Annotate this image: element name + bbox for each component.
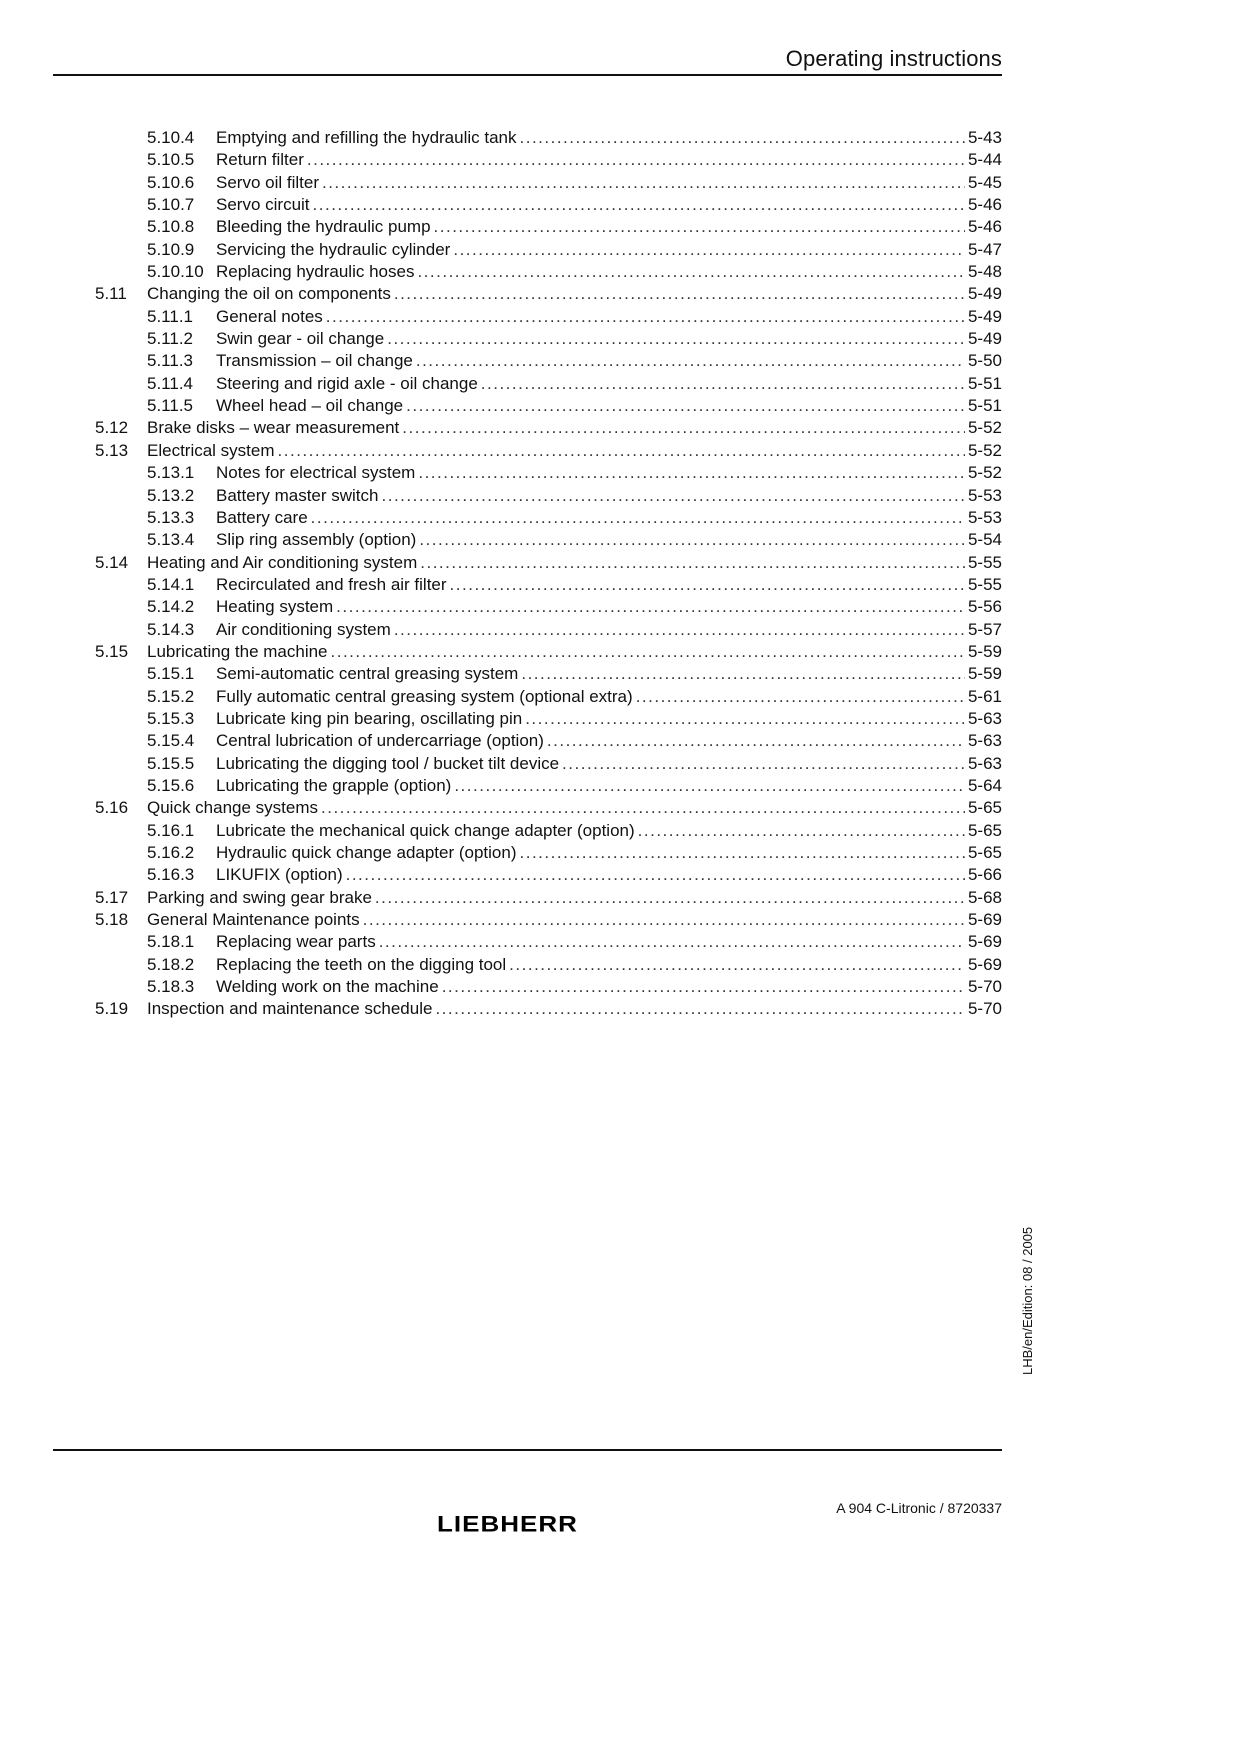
toc-entry-page: 5-43 (965, 127, 1002, 149)
toc-entry-line (147, 708, 1002, 730)
toc-dot-leader (525, 708, 965, 730)
toc-entry-line (147, 373, 1002, 395)
toc-entry-number: 5.19 (95, 999, 129, 1019)
toc-entry[interactable] (95, 239, 1002, 261)
footer-rule (53, 1449, 1002, 1451)
toc-entry-number: 5.10.8 (147, 216, 198, 238)
toc-entry-line (147, 529, 1002, 551)
toc-entry-title: Emptying and refilling the hydraulic tank (216, 127, 520, 149)
liebherr-logo: LIEBHERR (437, 1511, 578, 1537)
toc-entry-number: 5.11.4 (147, 373, 197, 395)
toc-entry-title: Swin gear - oil change (216, 328, 387, 350)
toc-entry-number: 5.11.2 (147, 328, 197, 350)
toc-entry-page: 5-51 (965, 395, 1002, 417)
toc-entry-number: 5.10.5 (147, 149, 198, 171)
toc-entry-page: 5-68 (965, 887, 1002, 909)
toc-dot-leader (278, 440, 965, 462)
toc-entry-page: 5-57 (965, 619, 1002, 641)
toc-entry-number: 5.18 (95, 910, 129, 930)
toc-entry[interactable] (95, 887, 1002, 909)
toc-entry-title: Parking and swing gear brake (147, 887, 375, 909)
toc-entry-page: 5-52 (965, 417, 1002, 439)
table-of-contents (95, 127, 1002, 1021)
toc-entry-number: 5.15.1 (147, 663, 198, 685)
toc-entry-line (147, 283, 1002, 305)
toc-entry-line (147, 686, 1002, 708)
toc-entry-page: 5-63 (965, 753, 1002, 775)
toc-entry[interactable] (95, 976, 1002, 998)
toc-dot-leader (435, 998, 965, 1020)
toc-entry-page: 5-45 (965, 172, 1002, 194)
toc-entry-number: 5.14.1 (147, 574, 198, 596)
header-rule (53, 74, 1002, 76)
toc-entry-title: Heating and Air conditioning system (147, 552, 420, 574)
document-id: A 904 C-Litronic / 8720337 (836, 1500, 1002, 1516)
toc-entry-page: 5-63 (965, 730, 1002, 752)
toc-entry-page: 5-59 (965, 641, 1002, 663)
toc-entry-page: 5-66 (965, 864, 1002, 886)
toc-entry[interactable] (95, 149, 1002, 171)
toc-dot-leader (379, 931, 965, 953)
toc-dot-leader (313, 194, 965, 216)
toc-entry-page: 5-61 (965, 686, 1002, 708)
toc-entry-number: 5.11.3 (147, 350, 197, 372)
toc-entry-number: 5.15.3 (147, 708, 198, 730)
toc-entry-line (147, 306, 1002, 328)
toc-entry-line (147, 730, 1002, 752)
toc-entry-title: Servo circuit (216, 194, 313, 216)
toc-entry-title: Central lubrication of undercarriage (option) (216, 730, 547, 752)
toc-entry-page: 5-46 (965, 194, 1002, 216)
toc-entry-title: Inspection and maintenance schedule (147, 998, 435, 1020)
toc-dot-leader (363, 909, 965, 931)
toc-entry-title: Brake disks – wear measurement (147, 417, 402, 439)
toc-dot-leader (547, 730, 965, 752)
toc-entry-line (147, 350, 1002, 372)
toc-entry-title: Transmission – oil change (216, 350, 416, 372)
toc-entry-number: 5.10.10 (147, 261, 208, 283)
toc-entry-page: 5-59 (965, 663, 1002, 685)
toc-entry[interactable] (95, 216, 1002, 238)
toc-dot-leader (562, 753, 965, 775)
toc-entry[interactable] (95, 842, 1002, 864)
toc-entry-line (147, 753, 1002, 775)
toc-entry-line (147, 574, 1002, 596)
toc-entry-number: 5.13 (95, 440, 129, 460)
toc-entry-line (147, 149, 1002, 171)
toc-entry-title: Battery master switch (216, 485, 382, 507)
toc-dot-leader (454, 775, 965, 797)
edition-note: LHB/en/Edition: 08 / 2005 (1020, 1226, 1035, 1375)
toc-entry-number: 5.10.4 (147, 127, 198, 149)
toc-entry-page: 5-54 (965, 529, 1002, 551)
toc-entry[interactable] (95, 931, 1002, 953)
toc-entry[interactable] (95, 619, 1002, 641)
toc-entry-page: 5-49 (965, 306, 1002, 328)
toc-entry-number: 5.15.6 (147, 775, 198, 797)
toc-entry-title: Slip ring assembly (option) (216, 529, 419, 551)
toc-entry[interactable] (95, 283, 1002, 305)
toc-entry[interactable] (95, 753, 1002, 775)
toc-entry[interactable] (95, 820, 1002, 842)
toc-entry-title: LIKUFIX (option) (216, 864, 346, 886)
toc-entry-page: 5-53 (965, 507, 1002, 529)
toc-entry-line (147, 976, 1002, 998)
toc-dot-leader (417, 261, 965, 283)
toc-entry-number: 5.10.9 (147, 239, 198, 261)
toc-entry-page: 5-56 (965, 596, 1002, 618)
toc-entry-line (147, 127, 1002, 149)
toc-entry-number: 5.11.1 (147, 306, 197, 328)
toc-entry[interactable] (95, 708, 1002, 730)
toc-entry-number: 5.15.2 (147, 686, 198, 708)
toc-dot-leader (434, 216, 965, 238)
toc-entry-number: 5.10.6 (147, 172, 198, 194)
toc-entry-number: 5.13.4 (147, 529, 198, 551)
toc-entry-title: Wheel head – oil change (216, 395, 406, 417)
toc-entry-number: 5.18.2 (147, 954, 198, 976)
toc-entry-title: Heating system (216, 596, 336, 618)
toc-entry-page: 5-52 (965, 462, 1002, 484)
toc-entry-number: 5.14 (95, 552, 129, 572)
toc-entry-title: Return filter (216, 149, 307, 171)
toc-entry[interactable] (95, 507, 1002, 529)
toc-dot-leader (450, 574, 965, 596)
toc-entry[interactable] (95, 485, 1002, 507)
toc-entry-page: 5-49 (965, 283, 1002, 305)
toc-entry-line (147, 507, 1002, 529)
toc-entry-line (147, 931, 1002, 953)
toc-entry-title: Fully automatic central greasing system (optional extra) (216, 686, 636, 708)
toc-entry[interactable] (95, 462, 1002, 484)
toc-entry-line (147, 842, 1002, 864)
toc-entry-page: 5-63 (965, 708, 1002, 730)
toc-dot-leader (406, 395, 965, 417)
toc-entry-line (147, 462, 1002, 484)
toc-entry[interactable] (95, 373, 1002, 395)
toc-entry-page: 5-65 (965, 842, 1002, 864)
toc-dot-leader (416, 350, 965, 372)
toc-entry-title: Servo oil filter (216, 172, 322, 194)
toc-dot-leader (311, 507, 965, 529)
toc-dot-leader (419, 529, 965, 551)
toc-entry[interactable] (95, 596, 1002, 618)
toc-entry[interactable] (95, 261, 1002, 283)
toc-entry-line (147, 328, 1002, 350)
toc-dot-leader (382, 485, 965, 507)
toc-entry-page: 5-47 (965, 239, 1002, 261)
toc-entry-title: Notes for electrical system (216, 462, 418, 484)
toc-entry-page: 5-70 (965, 998, 1002, 1020)
toc-entry[interactable] (95, 730, 1002, 752)
toc-entry-page: 5-70 (965, 976, 1002, 998)
toc-entry-number: 5.18.1 (147, 931, 198, 953)
toc-entry-page: 5-64 (965, 775, 1002, 797)
toc-entry-page: 5-65 (965, 797, 1002, 819)
toc-entry[interactable] (95, 641, 1002, 663)
toc-entry-line (147, 194, 1002, 216)
toc-entry[interactable] (95, 172, 1002, 194)
toc-entry-number: 5.14.3 (147, 619, 198, 641)
toc-entry-line (147, 552, 1002, 574)
toc-dot-leader (336, 596, 965, 618)
toc-entry-page: 5-69 (965, 909, 1002, 931)
toc-entry-page: 5-51 (965, 373, 1002, 395)
toc-entry-title: Electrical system (147, 440, 278, 462)
toc-entry-title: Replacing wear parts (216, 931, 379, 953)
toc-entry-line (147, 998, 1002, 1020)
toc-dot-leader (420, 552, 965, 574)
toc-entry[interactable] (95, 574, 1002, 596)
toc-entry-number: 5.18.3 (147, 976, 198, 998)
toc-entry-number: 5.15.4 (147, 730, 198, 752)
toc-entry-line (147, 797, 1002, 819)
toc-dot-leader (442, 976, 965, 998)
toc-entry-number: 5.13.3 (147, 507, 198, 529)
toc-entry-title: Replacing hydraulic hoses (216, 261, 417, 283)
toc-entry[interactable] (95, 306, 1002, 328)
toc-dot-leader (321, 797, 965, 819)
toc-entry[interactable] (95, 417, 1002, 439)
toc-entry-page: 5-69 (965, 954, 1002, 976)
toc-entry[interactable] (95, 328, 1002, 350)
toc-dot-leader (453, 239, 965, 261)
toc-entry-line (147, 172, 1002, 194)
toc-entry-number: 5.11.5 (147, 395, 197, 417)
toc-entry[interactable] (95, 350, 1002, 372)
toc-dot-leader (509, 954, 965, 976)
toc-entry[interactable] (95, 529, 1002, 551)
toc-entry-line (147, 887, 1002, 909)
toc-entry-page: 5-46 (965, 216, 1002, 238)
toc-entry-title: Recirculated and fresh air filter (216, 574, 450, 596)
toc-entry-title: Lubricate king pin bearing, oscillating pin (216, 708, 525, 730)
toc-entry-line (147, 663, 1002, 685)
toc-entry[interactable] (95, 440, 1002, 462)
toc-entry-number: 5.16.3 (147, 864, 198, 886)
toc-entry-title: Changing the oil on components (147, 283, 394, 305)
toc-dot-leader (375, 887, 965, 909)
toc-entry-number: 5.15.5 (147, 753, 198, 775)
toc-entry-page: 5-49 (965, 328, 1002, 350)
toc-entry-number: 5.14.2 (147, 596, 198, 618)
toc-entry[interactable] (95, 864, 1002, 886)
toc-entry-title: Hydraulic quick change adapter (option) (216, 842, 520, 864)
toc-entry-line (147, 596, 1002, 618)
toc-entry-title: Steering and rigid axle - oil change (216, 373, 481, 395)
toc-entry[interactable] (95, 552, 1002, 574)
toc-entry[interactable] (95, 909, 1002, 931)
toc-dot-leader (636, 686, 965, 708)
toc-dot-leader (418, 462, 965, 484)
toc-entry-title: Bleeding the hydraulic pump (216, 216, 434, 238)
toc-entry-page: 5-55 (965, 552, 1002, 574)
toc-dot-leader (402, 417, 965, 439)
toc-dot-leader (346, 864, 965, 886)
toc-entry[interactable] (95, 194, 1002, 216)
toc-entry-line (147, 440, 1002, 462)
toc-dot-leader (331, 641, 965, 663)
toc-dot-leader (638, 820, 965, 842)
page-header-title: Operating instructions (785, 46, 1002, 71)
toc-entry-page: 5-48 (965, 261, 1002, 283)
toc-entry-number: 5.16.2 (147, 842, 198, 864)
toc-entry-title: Lubricating the grapple (option) (216, 775, 454, 797)
toc-entry-number: 5.11 (95, 284, 127, 304)
toc-dot-leader (520, 842, 965, 864)
toc-dot-leader (481, 373, 965, 395)
toc-entry-number: 5.12 (95, 418, 129, 438)
toc-entry[interactable] (95, 686, 1002, 708)
toc-entry-title: Air conditioning system (216, 619, 394, 641)
toc-entry-title: General Maintenance points (147, 909, 363, 931)
toc-entry-line (147, 954, 1002, 976)
toc-entry-title: General notes (216, 306, 326, 328)
toc-entry-line (147, 619, 1002, 641)
toc-entry[interactable] (95, 127, 1002, 149)
toc-entry-title: Welding work on the machine (216, 976, 442, 998)
toc-entry-page: 5-52 (965, 440, 1002, 462)
toc-entry-number: 5.13.2 (147, 485, 198, 507)
toc-entry-number: 5.10.7 (147, 194, 198, 216)
toc-entry-number: 5.17 (95, 887, 129, 907)
toc-entry-title: Semi-automatic central greasing system (216, 663, 521, 685)
toc-entry-line (147, 417, 1002, 439)
toc-entry-number: 5.13.1 (147, 462, 198, 484)
toc-dot-leader (521, 663, 965, 685)
toc-entry-page: 5-65 (965, 820, 1002, 842)
toc-dot-leader (520, 127, 965, 149)
toc-dot-leader (394, 619, 965, 641)
toc-entry-line (147, 641, 1002, 663)
toc-entry-title: Lubricating the machine (147, 641, 331, 663)
toc-entry-page: 5-55 (965, 574, 1002, 596)
toc-entry-title: Replacing the teeth on the digging tool (216, 954, 509, 976)
toc-entry-line (147, 775, 1002, 797)
toc-entry-line (147, 820, 1002, 842)
toc-entry-title: Lubricating the digging tool / bucket tilt device (216, 753, 562, 775)
toc-entry[interactable] (95, 954, 1002, 976)
toc-entry[interactable] (95, 663, 1002, 685)
toc-entry-line (147, 239, 1002, 261)
toc-entry-number: 5.16 (95, 798, 129, 818)
toc-entry-line (147, 909, 1002, 931)
toc-entry[interactable] (95, 395, 1002, 417)
toc-entry-page: 5-44 (965, 149, 1002, 171)
toc-entry-title: Servicing the hydraulic cylinder (216, 239, 453, 261)
toc-dot-leader (394, 283, 965, 305)
toc-entry[interactable] (95, 775, 1002, 797)
toc-entry-title: Lubricate the mechanical quick change adapter (option) (216, 820, 638, 842)
toc-entry-page: 5-53 (965, 485, 1002, 507)
toc-entry-line (147, 864, 1002, 886)
toc-entry-number: 5.15 (95, 641, 129, 661)
toc-dot-leader (322, 172, 965, 194)
toc-entry-title: Quick change systems (147, 797, 321, 819)
toc-entry-line (147, 216, 1002, 238)
toc-dot-leader (387, 328, 965, 350)
toc-entry-line (147, 395, 1002, 417)
toc-entry-page: 5-50 (965, 350, 1002, 372)
toc-dot-leader (326, 306, 965, 328)
toc-entry-line (147, 485, 1002, 507)
toc-entry-title: Battery care (216, 507, 311, 529)
toc-entry[interactable] (95, 998, 1002, 1020)
toc-entry-line (147, 261, 1002, 283)
toc-entry-number: 5.16.1 (147, 820, 198, 842)
toc-dot-leader (307, 149, 965, 171)
toc-entry[interactable] (95, 797, 1002, 819)
toc-entry-page: 5-69 (965, 931, 1002, 953)
